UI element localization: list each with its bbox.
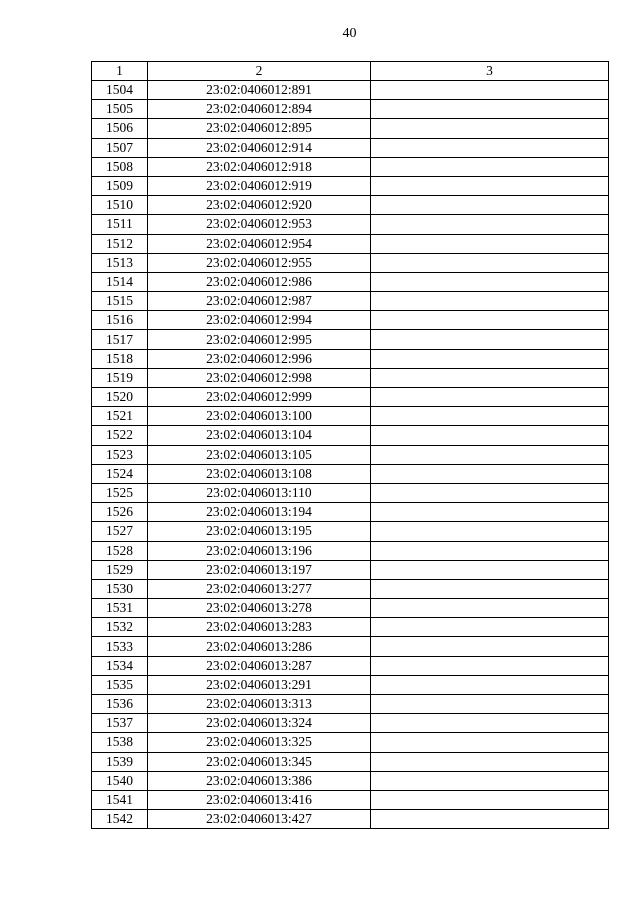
table-row [92,196,609,215]
note-cell [371,771,609,790]
table-row [92,426,609,445]
table-row [92,579,609,598]
cadastral-number-cell: 23:02:0406013:194 [148,503,371,522]
header-cell-col-1: 1 [92,62,148,81]
cadastral-number-cell: 23:02:0406013:195 [148,522,371,541]
table-row [92,656,609,675]
table-row [92,445,609,464]
cadastral-number-cell: 23:02:0406013:110 [148,483,371,502]
table-row [92,368,609,387]
row-number-cell: 1523 [92,445,148,464]
header-cell-col-2: 2 [148,62,371,81]
table-row [92,560,609,579]
row-number-cell: 1513 [92,253,148,272]
cadastral-number-cell: 23:02:0406012:955 [148,253,371,272]
row-number-cell: 1519 [92,368,148,387]
table-row [92,675,609,694]
cadastral-number-cell: 23:02:0406013:287 [148,656,371,675]
note-cell [371,541,609,560]
table-row [92,292,609,311]
table-row [92,810,609,829]
note-cell [371,100,609,119]
row-number-cell: 1510 [92,196,148,215]
cadastral-number-cell: 23:02:0406012:996 [148,349,371,368]
table-row [92,790,609,809]
cadastral-number-cell: 23:02:0406013:291 [148,675,371,694]
cadastral-number-cell: 23:02:0406012:891 [148,81,371,100]
cadastral-number-cell: 23:02:0406013:108 [148,464,371,483]
row-number-cell: 1520 [92,388,148,407]
table-row [92,81,609,100]
row-number-cell: 1522 [92,426,148,445]
row-number-cell: 1528 [92,541,148,560]
table-row [92,752,609,771]
note-cell [371,253,609,272]
cadastral-number-cell: 23:02:0406013:416 [148,790,371,809]
row-number-cell: 1536 [92,695,148,714]
note-cell [371,349,609,368]
note-cell [371,522,609,541]
note-cell [371,618,609,637]
note-cell [371,311,609,330]
note-cell [371,81,609,100]
table-row [92,733,609,752]
row-number-cell: 1526 [92,503,148,522]
table-row [92,503,609,522]
row-number-cell: 1521 [92,407,148,426]
cadastral-number-cell: 23:02:0406013:196 [148,541,371,560]
row-number-cell: 1509 [92,176,148,195]
table-row [92,234,609,253]
table-row [92,100,609,119]
table-body [92,81,609,829]
table-row [92,637,609,656]
cadastral-number-cell: 23:02:0406013:100 [148,407,371,426]
header-cell-col-3: 3 [371,62,609,81]
table-row [92,464,609,483]
cadastral-number-cell: 23:02:0406013:313 [148,695,371,714]
row-number-cell: 1532 [92,618,148,637]
cadastral-number-cell: 23:02:0406012:995 [148,330,371,349]
note-cell [371,714,609,733]
data-table [91,61,609,829]
cadastral-number-cell: 23:02:0406013:386 [148,771,371,790]
table-row [92,330,609,349]
row-number-cell: 1507 [92,138,148,157]
row-number-cell: 1512 [92,234,148,253]
row-number-cell: 1508 [92,157,148,176]
cadastral-number-cell: 23:02:0406012:914 [148,138,371,157]
note-cell [371,272,609,291]
row-number-cell: 1542 [92,810,148,829]
row-number-cell: 1537 [92,714,148,733]
cadastral-number-cell: 23:02:0406013:283 [148,618,371,637]
table-row [92,176,609,195]
row-number-cell: 1517 [92,330,148,349]
cadastral-number-cell: 23:02:0406013:286 [148,637,371,656]
row-number-cell: 1525 [92,483,148,502]
row-number-cell: 1539 [92,752,148,771]
table-row [92,349,609,368]
page-number: 40 [342,26,357,41]
row-number-cell: 1516 [92,311,148,330]
table-row [92,483,609,502]
note-cell [371,157,609,176]
note-cell [371,810,609,829]
note-cell [371,215,609,234]
row-number-cell: 1541 [92,790,148,809]
table-row [92,253,609,272]
cadastral-number-cell: 23:02:0406012:998 [148,368,371,387]
table-row [92,714,609,733]
table-row [92,388,609,407]
table-row [92,522,609,541]
row-number-cell: 1505 [92,100,148,119]
note-cell [371,176,609,195]
table-row [92,599,609,618]
cadastral-number-cell: 23:02:0406013:104 [148,426,371,445]
note-cell [371,407,609,426]
cadastral-number-cell: 23:02:0406013:277 [148,579,371,598]
note-cell [371,138,609,157]
row-number-cell: 1534 [92,656,148,675]
note-cell [371,599,609,618]
row-number-cell: 1511 [92,215,148,234]
table-row [92,138,609,157]
cadastral-number-cell: 23:02:0406012:999 [148,388,371,407]
row-number-cell: 1514 [92,272,148,291]
table-row [92,541,609,560]
row-number-cell: 1515 [92,292,148,311]
cadastral-number-cell: 23:02:0406012:986 [148,272,371,291]
note-cell [371,196,609,215]
row-number-cell: 1538 [92,733,148,752]
table-row [92,695,609,714]
note-cell [371,560,609,579]
note-cell [371,119,609,138]
note-cell [371,483,609,502]
cadastral-number-cell: 23:02:0406012:919 [148,176,371,195]
cadastral-number-cell: 23:02:0406012:894 [148,100,371,119]
cadastral-number-cell: 23:02:0406013:105 [148,445,371,464]
cadastral-number-cell: 23:02:0406013:324 [148,714,371,733]
cadastral-number-cell: 23:02:0406013:427 [148,810,371,829]
note-cell [371,388,609,407]
cadastral-number-cell: 23:02:0406013:278 [148,599,371,618]
note-cell [371,368,609,387]
cadastral-number-cell: 23:02:0406012:994 [148,311,371,330]
note-cell [371,733,609,752]
row-number-cell: 1506 [92,119,148,138]
row-number-cell: 1527 [92,522,148,541]
table-row [92,119,609,138]
cadastral-number-cell: 23:02:0406012:987 [148,292,371,311]
cadastral-number-cell: 23:02:0406012:953 [148,215,371,234]
table-row [92,157,609,176]
note-cell [371,637,609,656]
row-number-cell: 1530 [92,579,148,598]
row-number-cell: 1518 [92,349,148,368]
table-row [92,215,609,234]
row-number-cell: 1540 [92,771,148,790]
row-number-cell: 1504 [92,81,148,100]
cadastral-number-cell: 23:02:0406012:918 [148,157,371,176]
table-row [92,407,609,426]
row-number-cell: 1529 [92,560,148,579]
cadastral-number-cell: 23:02:0406013:345 [148,752,371,771]
row-number-cell: 1531 [92,599,148,618]
table-row [92,272,609,291]
note-cell [371,695,609,714]
cadastral-number-cell: 23:02:0406013:325 [148,733,371,752]
row-number-cell: 1535 [92,675,148,694]
note-cell [371,445,609,464]
note-cell [371,292,609,311]
note-cell [371,330,609,349]
row-number-cell: 1533 [92,637,148,656]
header-row [92,62,609,81]
note-cell [371,790,609,809]
note-cell [371,426,609,445]
note-cell [371,234,609,253]
note-cell [371,503,609,522]
cadastral-number-cell: 23:02:0406013:197 [148,560,371,579]
cadastral-number-cell: 23:02:0406012:954 [148,234,371,253]
note-cell [371,579,609,598]
note-cell [371,675,609,694]
note-cell [371,656,609,675]
note-cell [371,464,609,483]
table-row [92,311,609,330]
table-row [92,771,609,790]
row-number-cell: 1524 [92,464,148,483]
cadastral-number-cell: 23:02:0406012:920 [148,196,371,215]
note-cell [371,752,609,771]
table-row [92,618,609,637]
cadastral-number-cell: 23:02:0406012:895 [148,119,371,138]
table-header [92,62,609,81]
